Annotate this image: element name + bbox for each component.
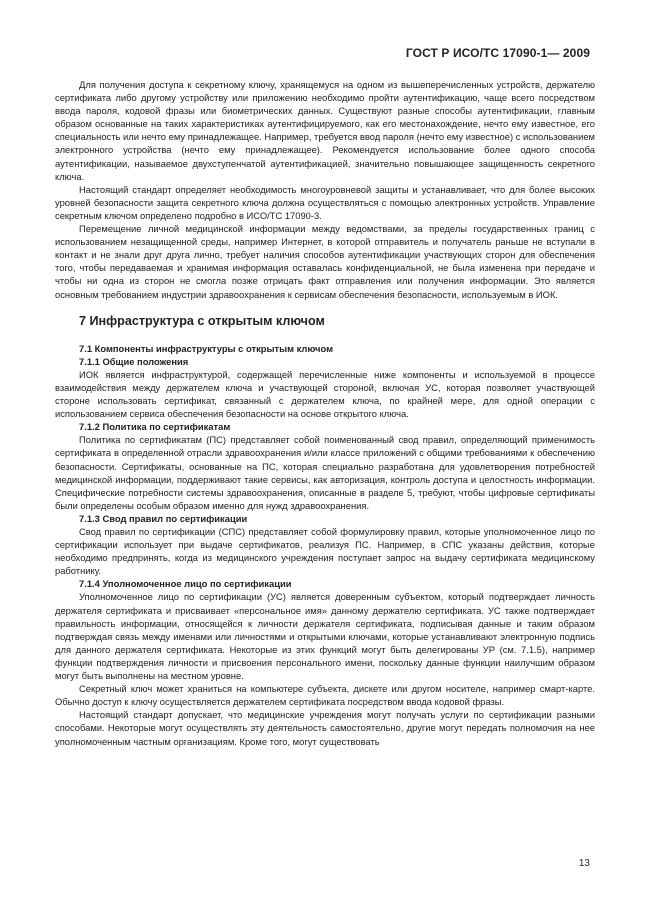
- paragraph: Для получения доступа к секретному ключу, хранящемуся на одном из вышеперечисленных устройств, держателю сертификата либо другому устройству или приложению необходимо пройти аутентификацию, чаще всего посредством ввода пароля, кодовой фразы или биометрических данных. Существуют разные способы аутентификации, главным образом основанные на таких характеристиках аутентифицируемого, как его местонахождение, нечто ему известное, его специальность или нечто ему принадлежащее. Например, требуется ввод пароля (нечто ему известное) с использованием электронного устройства (нечто ему принадлежащее). Рекомендуется использование более одного способа аутентификации, называемое двухступенчатой аутентификацией, значительно повышающее защищенность секретного ключа.: [55, 79, 595, 182]
- document-header: ГОСТ Р ИСО/ТС 17090-1— 2009: [405, 46, 590, 60]
- paragraph: Свод правил по сертификации (СПС) представляет собой формулировку правил, которые уполномоченное лицо по сертификации использует при выдаче сертификатов, реализуя ПС. Например, в СПС указаны действия, которые необходимо предпринять, когда из медицинского учреждения поступает запрос на выдачу сертификата медицинскому работнику.: [55, 526, 595, 577]
- subsection-heading-7-1-1: 7.1.1 Общие положения: [79, 355, 189, 367]
- subsection-heading-7-1-2: 7.1.2 Политика по сертификатам: [79, 421, 231, 433]
- paragraph: Настоящий стандарт допускает, что медицинские учреждения могут получать услуги по сертификации разными способами. Некоторые могут осуществлять эту деятельность самостоятельно, другие могут передать полномочия на нее уполномоченным частным организациям. Кроме того, могут существовать: [55, 709, 595, 747]
- section-heading-7: 7 Инфраструктура с открытым ключом: [79, 313, 325, 328]
- subsection-heading-7-1: 7.1 Компоненты инфраструктуры с открытым ключом: [79, 342, 334, 354]
- subsection-heading-7-1-3: 7.1.3 Свод правил по сертификации: [79, 512, 248, 524]
- document-body: [55, 78, 595, 748]
- paragraph: Политика по сертификатам (ПС) представляет собой поименованный свод правил, определяющий применимость сертификата в определенной отрасли здравоохранения и/или классе приложений с общими требованиями к обеспечению безопасности. Сертификаты, основанные на ПС, которая специально разработана для удовлетворения потребностей медицинской информации, поддерживают такие сервисы, как авторизация, контроль доступа и целостность информации. Специфические потребности системы здравоохранения, описанные в разделе 5, требуют, чтобы цифровые сертификаты были определены особым образом именно для нужд здравоохранения.: [55, 434, 595, 511]
- paragraph: Настоящий стандарт определяет необходимость многоуровневой защиты и устанавливает, что для более высоких уровней безопасности защита секретного ключа должна осуществляться с помощью электронных устройств. Управление секретным ключом определено подробно в ИСО/ТС 17090-3.: [55, 183, 595, 221]
- page-number: 13: [578, 858, 590, 869]
- paragraph: Перемещение личной медицинской информации между ведомствами, за пределы государственных границ с использованием незащищенной среды, например Интернет, в которой отправитель и получатель раньше не вступали в контакт и не знали друг друга лично, требует наличия способов аутентификации участвующих сторон для обеспечения того, чтобы передаваемая и хранимая информация оставалась конфиденциальной, не была изменена при передаче и чтобы ни одна из сторон не смогла позже отрицать факт отправления или получения информации. Это является основным требованием индустрии здравоохранения к сервисам обеспечения безопасности, используемым в ИОК.: [55, 223, 595, 300]
- subsection-heading-7-1-4: 7.1.4 Уполномоченное лицо по сертификации: [79, 578, 292, 590]
- paragraph: Уполномоченное лицо по сертификации (УС) является доверенным субъектом, который подтверждает личность держателя сертификата и присваивает «персональное имя» данному держателю сертификата. УС также подтверждает правильность информации, относящейся к личности держателя сертификата, подписывая данные и таким образом подтверждая связь между именами или личностями и открытыми ключами, которые устанавливают электронную подпись для данного держателя сертификата. Некоторые из этих функций могут быть делегированы УР (см. 7.1.5), например функции подтверждения личности и присвоения персонального имени, поскольку данные функции наилучшим образом могут быть выполнены на местном уровне.: [55, 591, 595, 682]
- paragraph: Секретный ключ может храниться на компьютере субъекта, дискете или другом носителе, например смарт-карте. Обычно доступ к ключу осуществляется держателем сертификата посредством ввода кодовой фразы.: [55, 683, 595, 708]
- paragraph: ИОК является инфраструктурой, содержащей перечисленные ниже компоненты и используемой в процессе взаимодействия между держателем ключа и участвующей стороной, включая УС, которая позволяет участвующей стороне использовать сертификат, связанный с держателем ключа, по крайней мере, для одной операции с использованием сервиса обеспечения безопасности на основе открытого ключа.: [55, 368, 595, 420]
